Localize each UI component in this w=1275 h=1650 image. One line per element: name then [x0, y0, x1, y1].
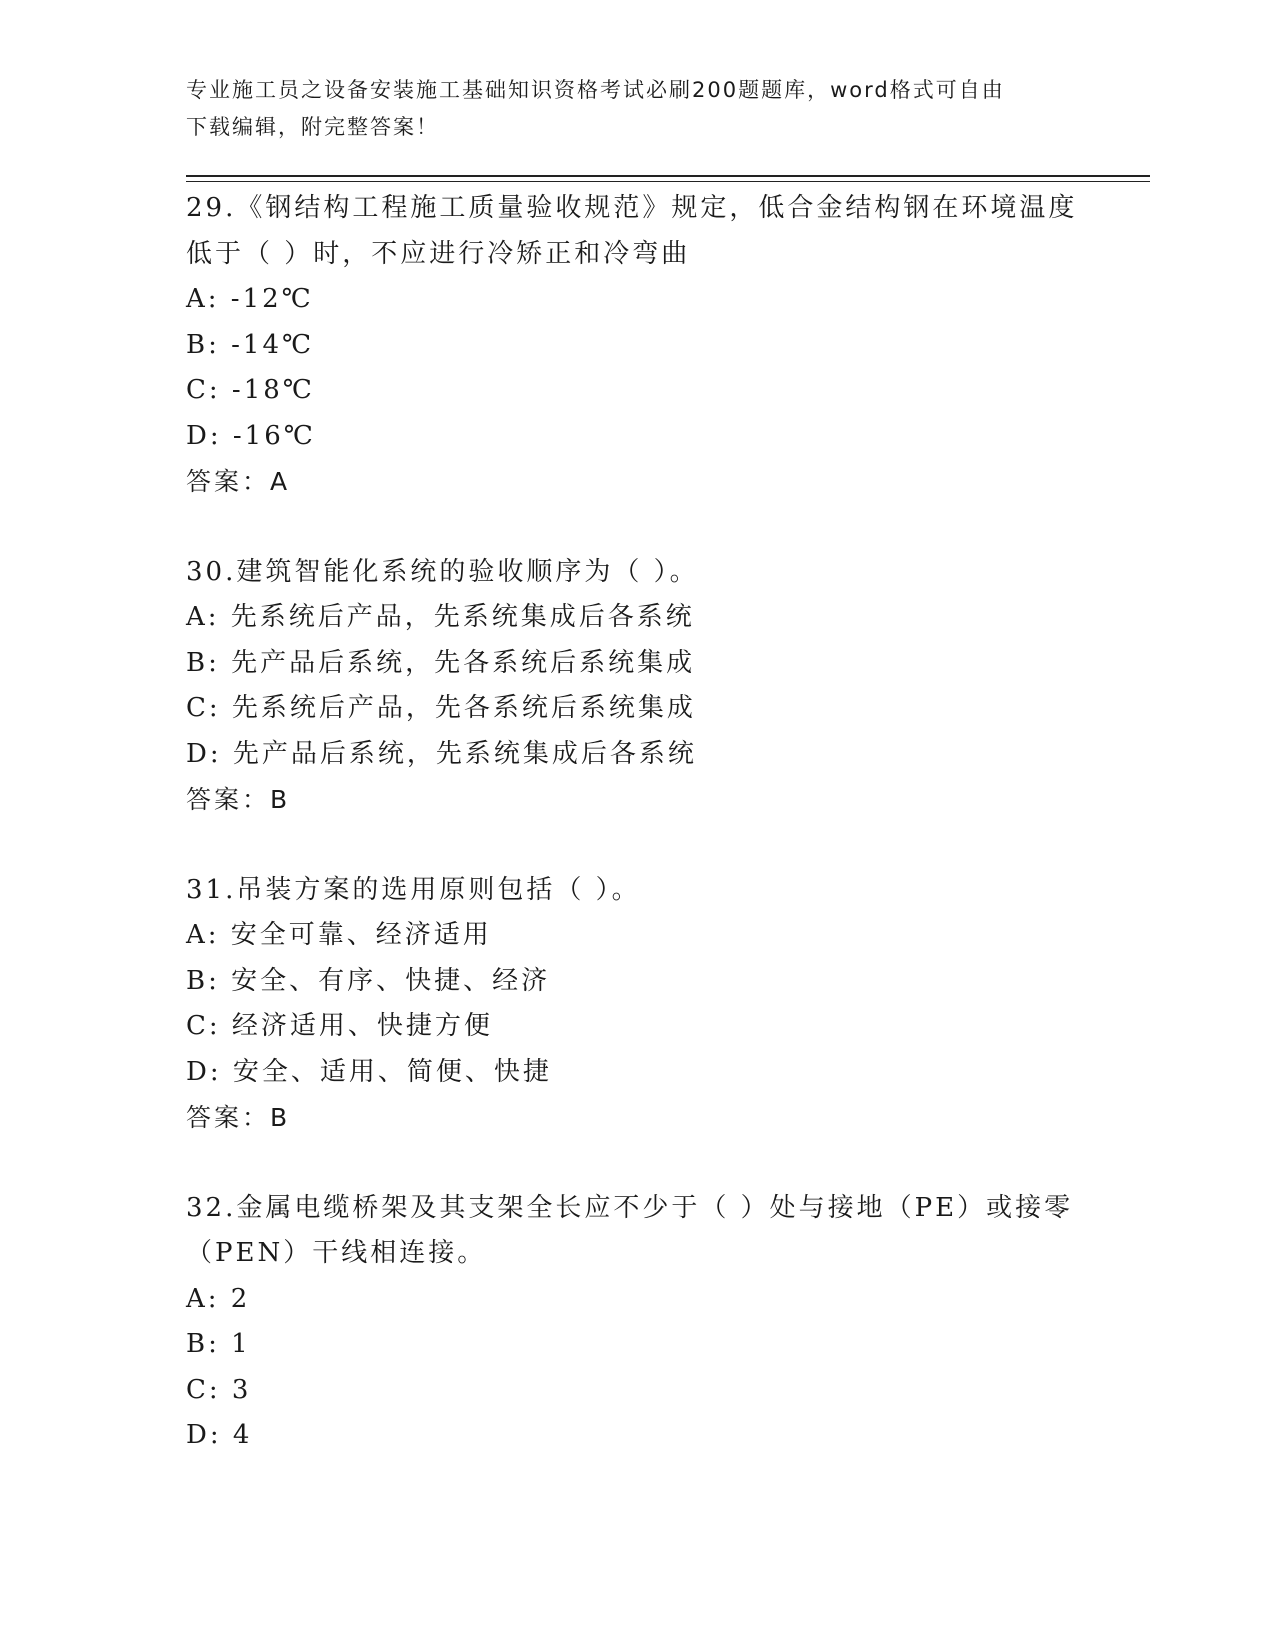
option-a: A: -12℃ — [186, 284, 314, 314]
question-stem: 30.建筑智能化系统的验收顺序为（ ）。 — [186, 556, 699, 587]
option-c: C: 经济适用、快捷方便 — [186, 1011, 493, 1041]
question-stem: 31.吊装方案的选用原则包括（ ）。 — [186, 874, 641, 905]
document-header — [186, 72, 1066, 146]
option-b: B: 先产品后系统，先各系统后系统集成 — [186, 647, 696, 678]
option-c: C: -18℃ — [186, 375, 315, 405]
question-stem: 32.金属电缆桥架及其支架全长应不少于（ ）处与接地（PE）或接零 — [186, 1192, 1074, 1223]
question-31 — [186, 868, 1086, 1141]
header-line-1: 专业施工员之设备安装施工基础知识资格考试必刷200题题库，word格式可自由 — [186, 78, 1005, 102]
option-a: A: 先系统后产品，先系统集成后各系统 — [186, 602, 695, 632]
option-a: A: 安全可靠、经济适用 — [186, 920, 492, 950]
question-stem-continued: （PEN）干线相连接。 — [186, 1238, 487, 1268]
option-b: B: -14℃ — [186, 329, 315, 360]
question-32 — [186, 1186, 1086, 1459]
question-spacer — [186, 1141, 1086, 1186]
option-b: B: 安全、有序、快捷、经济 — [186, 965, 551, 996]
question-stem-continued: 低于（ ）时，不应进行冷矫正和冷弯曲 — [186, 238, 691, 269]
option-c: C: 先系统后产品，先各系统后系统集成 — [186, 693, 696, 723]
answer-line: 答案：B — [186, 1103, 291, 1132]
question-list — [186, 186, 1086, 1459]
header-divider-thin — [186, 181, 1150, 182]
question-stem: 29.《钢结构工程施工质量验收规范》规定，低合金结构钢在环境温度 — [186, 193, 1078, 223]
header-line-2: 下载编辑，附完整答案！ — [186, 115, 439, 139]
question-spacer — [186, 823, 1086, 868]
option-d: D: 先产品后系统，先系统集成后各系统 — [186, 738, 697, 769]
option-d: D: 安全、适用、简便、快捷 — [186, 1056, 552, 1087]
option-b: B: 1 — [186, 1329, 251, 1359]
question-29 — [186, 186, 1086, 505]
header-divider-thick — [186, 175, 1150, 177]
answer-line: 答案：A — [186, 467, 291, 496]
question-30 — [186, 550, 1086, 823]
option-a: A: 2 — [186, 1283, 251, 1314]
option-c: C: 3 — [186, 1374, 252, 1405]
option-d: D: 4 — [186, 1420, 253, 1450]
question-spacer — [186, 505, 1086, 550]
option-d: D: -16℃ — [186, 420, 316, 451]
answer-line: 答案：B — [186, 785, 291, 814]
